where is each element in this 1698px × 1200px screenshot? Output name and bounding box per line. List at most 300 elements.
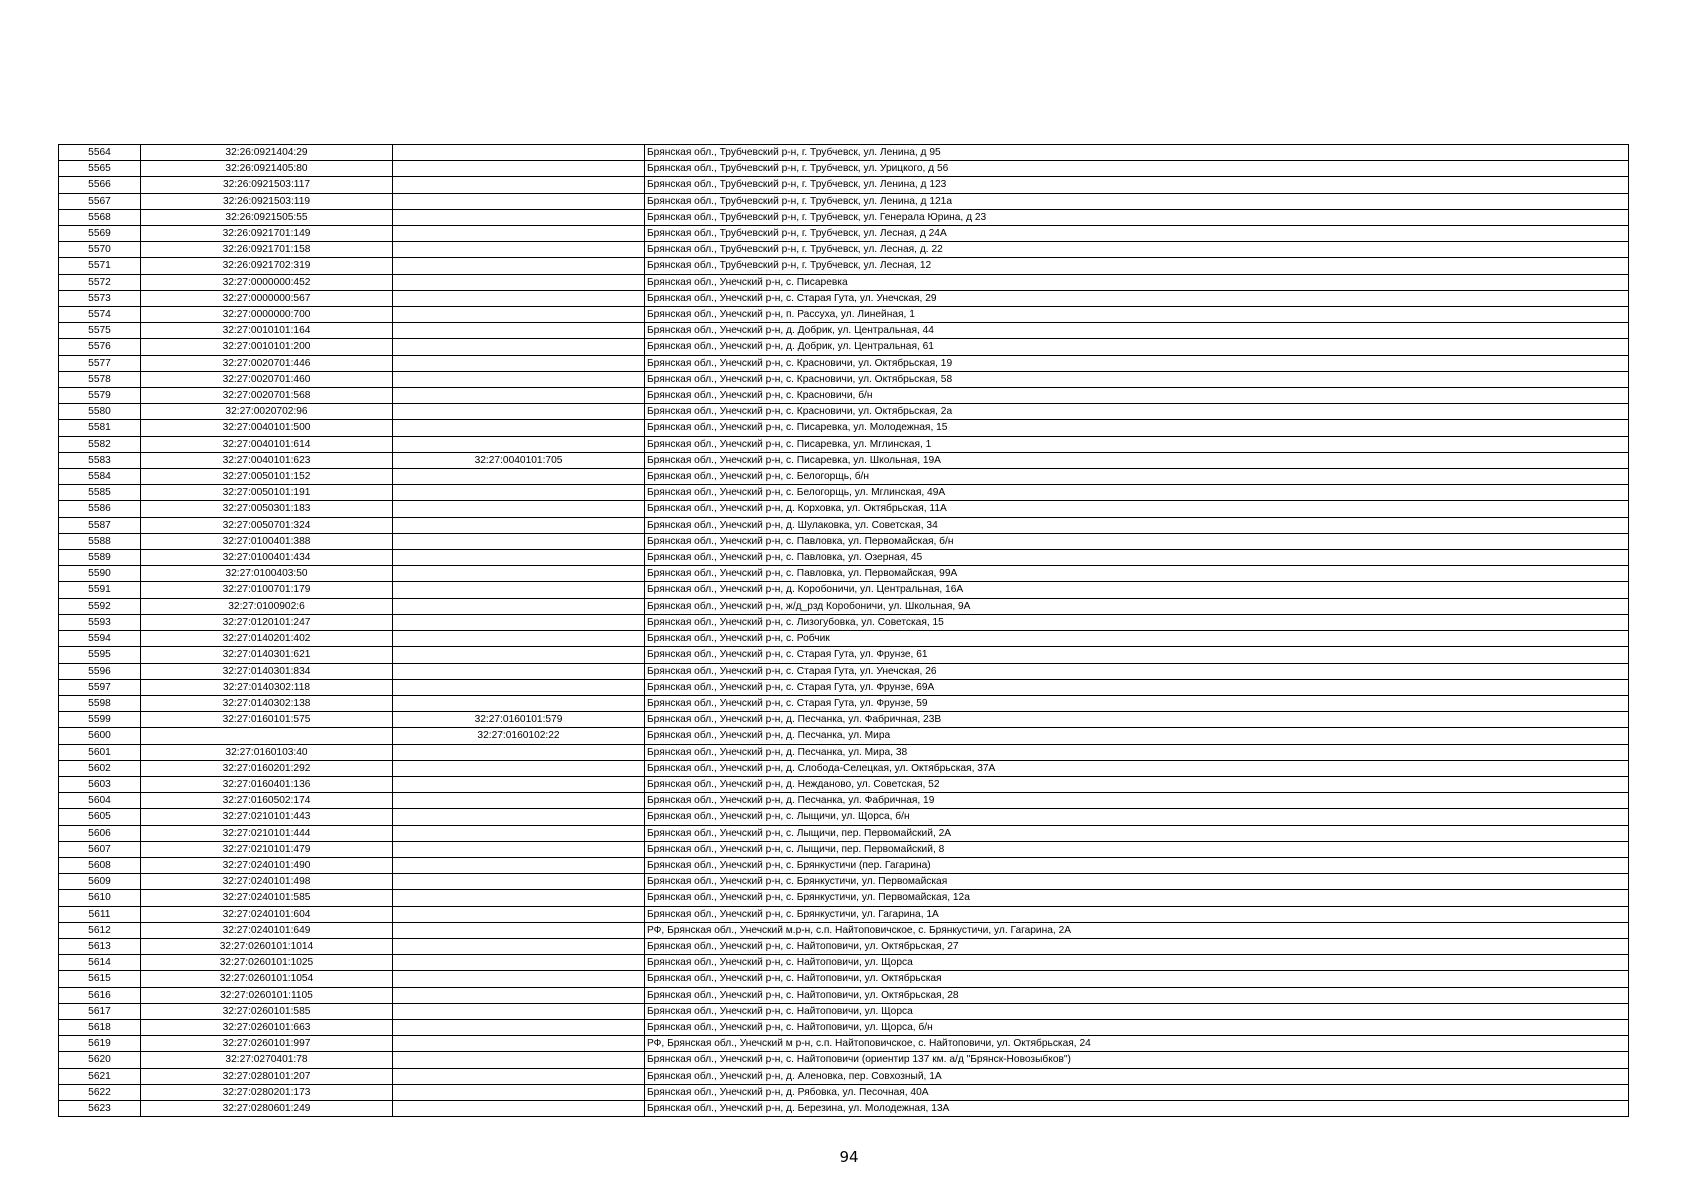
related-cadastral-number-cell [393,695,645,711]
table-row [59,631,1629,647]
address-cell: Брянская обл., Трубчевский р-н, г. Трубчевск, ул. Урицкого, д 56 [645,161,1629,177]
table-row [59,436,1629,452]
cadastral-number-cell: 32:26:0921505:55 [141,209,393,225]
table-row [59,598,1629,614]
address-cell: Брянская обл., Унечский р-н, с. Лыщичи, ул. Щорса, б/н [645,809,1629,825]
table-row [59,1003,1629,1019]
cadastral-number-cell: 32:27:0160101:575 [141,712,393,728]
related-cadastral-number-cell [393,874,645,890]
table-row [59,712,1629,728]
related-cadastral-number-cell [393,890,645,906]
table-row [59,744,1629,760]
cadastral-number-cell: 32:27:0050101:191 [141,485,393,501]
related-cadastral-number-cell [393,614,645,630]
related-cadastral-number-cell [393,533,645,549]
address-cell: Брянская обл., Унечский р-н, с. Робчик [645,631,1629,647]
table-row [59,760,1629,776]
cadastral-number-cell: 32:27:0120101:247 [141,614,393,630]
row-number-cell: 5586 [59,501,141,517]
row-number-cell: 5595 [59,647,141,663]
row-number-cell: 5615 [59,971,141,987]
address-cell: Брянская обл., Унечский р-н, с. Красновичи, ул. Октябрьская, 19 [645,355,1629,371]
table-row [59,1084,1629,1100]
related-cadastral-number-cell [393,485,645,501]
cadastral-number-cell: 32:26:0921503:119 [141,193,393,209]
cadastral-number-cell: 32:27:0020701:568 [141,388,393,404]
address-cell: Брянская обл., Унечский р-н, с. Найтоповичи, ул. Щорса [645,1003,1629,1019]
cadastral-number-cell: 32:27:0140201:402 [141,631,393,647]
row-number-cell: 5593 [59,614,141,630]
row-number-cell: 5597 [59,679,141,695]
related-cadastral-number-cell [393,809,645,825]
cadastral-number-cell: 32:27:0240101:498 [141,874,393,890]
address-cell: Брянская обл., Унечский р-н, с. Белогорщь, б/н [645,469,1629,485]
row-number-cell: 5622 [59,1084,141,1100]
table-row [59,647,1629,663]
row-number-cell: 5613 [59,938,141,954]
cadastral-number-cell: 32:27:0160502:174 [141,793,393,809]
related-cadastral-number-cell [393,679,645,695]
table-row [59,517,1629,533]
row-number-cell: 5592 [59,598,141,614]
related-cadastral-number-cell [393,501,645,517]
related-cadastral-number-cell [393,744,645,760]
row-number-cell: 5605 [59,809,141,825]
related-cadastral-number-cell [393,371,645,387]
address-cell: Брянская обл., Трубчевский р-н, г. Трубчевск, ул. Лесная, д. 22 [645,242,1629,258]
cadastral-number-cell: 32:27:0050101:152 [141,469,393,485]
related-cadastral-number-cell [393,550,645,566]
row-number-cell: 5578 [59,371,141,387]
cadastral-number-cell: 32:27:0260101:663 [141,1019,393,1035]
row-number-cell: 5571 [59,258,141,274]
row-number-cell: 5573 [59,290,141,306]
address-cell: Брянская обл., Унечский р-н, д. Песчанка, ул. Мира [645,728,1629,744]
table-row [59,566,1629,582]
address-cell: Брянская обл., Унечский р-н, с. Найтоповичи, ул. Октябрьская [645,971,1629,987]
cadastral-number-cell: 32:27:0240101:604 [141,906,393,922]
related-cadastral-number-cell [393,226,645,242]
address-cell: Брянская обл., Унечский р-н, с. Павловка, ул. Первомайская, б/н [645,533,1629,549]
table-row [59,420,1629,436]
cadastral-number-cell: 32:27:0260101:1105 [141,987,393,1003]
address-cell: Брянская обл., Унечский р-н, с. Писаревка, ул. Молодежная, 15 [645,420,1629,436]
cadastral-number-cell: 32:27:0260101:997 [141,1036,393,1052]
address-cell: Брянская обл., Унечский р-н, с. Найтоповичи, ул. Щорса [645,955,1629,971]
row-number-cell: 5577 [59,355,141,371]
table-row [59,388,1629,404]
table-row [59,307,1629,323]
row-number-cell: 5585 [59,485,141,501]
address-cell: Брянская обл., Унечский р-н, с. Брянкустичи, ул. Первомайская, 12а [645,890,1629,906]
related-cadastral-number-cell [393,209,645,225]
address-cell: Брянская обл., Унечский р-н, с. Павловка, ул. Первомайская, 99А [645,566,1629,582]
table-row [59,258,1629,274]
row-number-cell: 5584 [59,469,141,485]
cadastral-number-cell: 32:27:0010101:200 [141,339,393,355]
address-cell: Брянская обл., Унечский р-н, с. Брянкустичи, ул. Первомайская [645,874,1629,890]
cadastral-number-cell: 32:27:0260101:1014 [141,938,393,954]
cadastral-number-cell: 32:27:0040101:623 [141,452,393,468]
row-number-cell: 5618 [59,1019,141,1035]
related-cadastral-number-cell [393,161,645,177]
row-number-cell: 5574 [59,307,141,323]
related-cadastral-number-cell [393,841,645,857]
cadastral-number-cell: 32:27:0020701:446 [141,355,393,371]
related-cadastral-number-cell [393,1003,645,1019]
address-cell: Брянская обл., Унечский р-н, с. Лыщичи, пер. Первомайский, 2А [645,825,1629,841]
address-cell: Брянская обл., Унечский р-н, д. Добрик, ул. Центральная, 44 [645,323,1629,339]
row-number-cell: 5614 [59,955,141,971]
cadastral-number-cell: 32:27:0000000:700 [141,307,393,323]
address-cell: Брянская обл., Унечский р-н, д. Слобода-Селецкая, ул. Октябрьская, 37А [645,760,1629,776]
table-row [59,485,1629,501]
cadastral-number-cell: 32:26:0921701:158 [141,242,393,258]
address-cell: Брянская обл., Унечский р-н, д. Песчанка, ул. Фабричная, 23В [645,712,1629,728]
address-cell: РФ, Брянская обл., Унечский м.р-н, с.п. Найтоповичское, с. Брянкустичи, ул. Гагарина, 2А [645,922,1629,938]
address-cell: Брянская обл., Унечский р-н, с. Красновичи, б/н [645,388,1629,404]
row-number-cell: 5588 [59,533,141,549]
cadastral-number-cell: 32:27:0210101:444 [141,825,393,841]
table-row [59,582,1629,598]
table-row [59,323,1629,339]
address-cell: Брянская обл., Унечский р-н, с. Лизогубовка, ул. Советская, 15 [645,614,1629,630]
address-cell: Брянская обл., Унечский р-н, с. Старая Гута, ул. Унечская, 29 [645,290,1629,306]
row-number-cell: 5575 [59,323,141,339]
cadastral-number-cell: 32:26:0921702:319 [141,258,393,274]
row-number-cell: 5617 [59,1003,141,1019]
row-number-cell: 5612 [59,922,141,938]
cadastral-number-cell: 32:27:0280201:173 [141,1084,393,1100]
address-cell: Брянская обл., Унечский р-н, с. Брянкустичи (пер. Гагарина) [645,857,1629,873]
row-number-cell: 5582 [59,436,141,452]
table-row [59,145,1629,161]
row-number-cell: 5565 [59,161,141,177]
row-number-cell: 5616 [59,987,141,1003]
cadastral-number-cell: 32:27:0000000:452 [141,274,393,290]
cadastral-number-cell: 32:27:0040101:500 [141,420,393,436]
cadastral-number-cell: 32:27:0280601:249 [141,1100,393,1116]
cadastral-number-cell: 32:27:0010101:164 [141,323,393,339]
row-number-cell: 5611 [59,906,141,922]
address-cell: Брянская обл., Унечский р-н, с. Старая Гута, ул. Фрунзе, 61 [645,647,1629,663]
related-cadastral-number-cell [393,1019,645,1035]
address-cell: РФ, Брянская обл., Унечский м р-н, с.п. Найтоповичское, с. Найтоповичи, ул. Октябрьская, 24 [645,1036,1629,1052]
related-cadastral-number-cell [393,307,645,323]
cadastral-number-cell: 32:27:0020702:96 [141,404,393,420]
address-cell: Брянская обл., Унечский р-н, с. Писаревка [645,274,1629,290]
table-row [59,1019,1629,1035]
table-row [59,242,1629,258]
row-number-cell: 5569 [59,226,141,242]
table-row [59,874,1629,890]
related-cadastral-number-cell [393,857,645,873]
related-cadastral-number-cell: 32:27:0160102:22 [393,728,645,744]
cadastral-number-cell: 32:27:0000000:567 [141,290,393,306]
table-row [59,274,1629,290]
related-cadastral-number-cell [393,355,645,371]
row-number-cell: 5609 [59,874,141,890]
cadastral-number-cell: 32:26:0921404:29 [141,145,393,161]
address-cell: Брянская обл., Унечский р-н, с. Брянкустичи, ул. Гагарина, 1А [645,906,1629,922]
cadastral-number-cell: 32:27:0210101:443 [141,809,393,825]
table-row [59,452,1629,468]
cadastral-number-cell: 32:27:0140301:834 [141,663,393,679]
related-cadastral-number-cell [393,566,645,582]
related-cadastral-number-cell [393,582,645,598]
related-cadastral-number-cell [393,906,645,922]
cadastral-number-cell: 32:26:0921701:149 [141,226,393,242]
table-row [59,193,1629,209]
table-row [59,1068,1629,1084]
row-number-cell: 5604 [59,793,141,809]
related-cadastral-number-cell [393,404,645,420]
table-row [59,825,1629,841]
table-row [59,728,1629,744]
address-cell: Брянская обл., Унечский р-н, д. Добрик, ул. Центральная, 61 [645,339,1629,355]
address-cell: Брянская обл., Унечский р-н, с. Лыщичи, пер. Первомайский, 8 [645,841,1629,857]
address-cell: Брянская обл., Унечский р-н, д. Аленовка, пер. Совхозный, 1А [645,1068,1629,1084]
address-cell: Брянская обл., Унечский р-н, с. Писаревка, ул. Школьная, 19А [645,452,1629,468]
related-cadastral-number-cell [393,274,645,290]
cadastral-number-cell: 32:27:0260101:1054 [141,971,393,987]
cadastral-number-cell: 32:27:0100401:434 [141,550,393,566]
address-cell: Брянская обл., Трубчевский р-н, г. Трубчевск, ул. Ленина, д 95 [645,145,1629,161]
row-number-cell: 5599 [59,712,141,728]
related-cadastral-number-cell [393,517,645,533]
table-row [59,1036,1629,1052]
address-cell: Брянская обл., Унечский р-н, д. Шулаковка, ул. Советская, 34 [645,517,1629,533]
table-row [59,955,1629,971]
table-row [59,1100,1629,1116]
row-number-cell: 5610 [59,890,141,906]
address-cell: Брянская обл., Унечский р-н, с. Красновичи, ул. Октябрьская, 58 [645,371,1629,387]
address-cell: Брянская обл., Унечский р-н, с. Старая Гута, ул. Унечская, 26 [645,663,1629,679]
address-cell: Брянская обл., Унечский р-н, с. Красновичи, ул. Октябрьская, 2а [645,404,1629,420]
address-cell: Брянская обл., Унечский р-н, с. Павловка, ул. Озерная, 45 [645,550,1629,566]
cadastral-number-cell [141,728,393,744]
row-number-cell: 5590 [59,566,141,582]
table-row [59,226,1629,242]
table-row [59,290,1629,306]
related-cadastral-number-cell [393,663,645,679]
table-row [59,971,1629,987]
row-number-cell: 5607 [59,841,141,857]
related-cadastral-number-cell [393,938,645,954]
address-cell: Брянская обл., Унечский р-н, с. Найтоповичи, ул. Щорса, б/н [645,1019,1629,1035]
related-cadastral-number-cell [393,1084,645,1100]
related-cadastral-number-cell [393,987,645,1003]
cadastral-number-cell: 32:27:0240101:490 [141,857,393,873]
table-row [59,371,1629,387]
table-row [59,906,1629,922]
address-cell: Брянская обл., Унечский р-н, д. Рябовка, ул. Песочная, 40А [645,1084,1629,1100]
table-row [59,533,1629,549]
row-number-cell: 5579 [59,388,141,404]
address-cell: Брянская обл., Трубчевский р-н, г. Трубчевск, ул. Ленина, д 123 [645,177,1629,193]
table-row [59,355,1629,371]
cadastral-number-cell: 32:27:0100401:388 [141,533,393,549]
table-row [59,550,1629,566]
table-row [59,857,1629,873]
address-cell: Брянская обл., Унечский р-н, с. Найтоповичи, ул. Октябрьская, 27 [645,938,1629,954]
cadastral-number-cell: 32:27:0040101:614 [141,436,393,452]
row-number-cell: 5606 [59,825,141,841]
row-number-cell: 5619 [59,1036,141,1052]
address-cell: Брянская обл., Унечский р-н, с. Старая Гута, ул. Фрунзе, 69А [645,679,1629,695]
related-cadastral-number-cell [393,193,645,209]
row-number-cell: 5576 [59,339,141,355]
address-cell: Брянская обл., Унечский р-н, д. Песчанка, ул. Мира, 38 [645,744,1629,760]
table-row [59,161,1629,177]
address-cell: Брянская обл., Унечский р-н, с. Писаревка, ул. Мглинская, 1 [645,436,1629,452]
cadastral-number-cell: 32:27:0160103:40 [141,744,393,760]
address-cell: Брянская обл., Унечский р-н, с. Белогорщь, ул. Мглинская, 49А [645,485,1629,501]
row-number-cell: 5600 [59,728,141,744]
related-cadastral-number-cell [393,955,645,971]
row-number-cell: 5572 [59,274,141,290]
cadastral-number-cell: 32:27:0100701:179 [141,582,393,598]
cadastral-number-cell: 32:26:0921503:117 [141,177,393,193]
address-cell: Брянская обл., Унечский р-н, п. Рассуха, ул. Линейная, 1 [645,307,1629,323]
cadastral-number-cell: 32:27:0240101:649 [141,922,393,938]
related-cadastral-number-cell [393,436,645,452]
cadastral-number-cell: 32:27:0100902:6 [141,598,393,614]
row-number-cell: 5601 [59,744,141,760]
cadastral-number-cell: 32:27:0050701:324 [141,517,393,533]
related-cadastral-number-cell [393,971,645,987]
address-cell: Брянская обл., Унечский р-н, д. Березина, ул. Молодежная, 13А [645,1100,1629,1116]
page-number: 94 [839,1148,859,1166]
table-row [59,987,1629,1003]
row-number-cell: 5602 [59,760,141,776]
cadastral-number-cell: 32:27:0270401:78 [141,1052,393,1068]
related-cadastral-number-cell [393,242,645,258]
row-number-cell: 5594 [59,631,141,647]
row-number-cell: 5581 [59,420,141,436]
row-number-cell: 5603 [59,776,141,792]
table-row [59,938,1629,954]
register-table-body [59,145,1629,1117]
cadastral-number-cell: 32:27:0260101:1025 [141,955,393,971]
register-table [58,144,1629,1117]
table-row [59,177,1629,193]
cadastral-number-cell: 32:27:0140302:118 [141,679,393,695]
row-number-cell: 5589 [59,550,141,566]
related-cadastral-number-cell [393,1068,645,1084]
table-row [59,793,1629,809]
related-cadastral-number-cell [393,1036,645,1052]
row-number-cell: 5566 [59,177,141,193]
row-number-cell: 5567 [59,193,141,209]
related-cadastral-number-cell [393,388,645,404]
table-row [59,695,1629,711]
address-cell: Брянская обл., Трубчевский р-н, г. Трубчевск, ул. Ленина, д 121а [645,193,1629,209]
related-cadastral-number-cell [393,469,645,485]
cadastral-number-cell: 32:27:0140301:621 [141,647,393,663]
related-cadastral-number-cell [393,177,645,193]
row-number-cell: 5570 [59,242,141,258]
cadastral-number-cell: 32:26:0921405:80 [141,161,393,177]
table-row [59,679,1629,695]
cadastral-number-cell: 32:27:0240101:585 [141,890,393,906]
related-cadastral-number-cell [393,339,645,355]
cadastral-number-cell: 32:27:0100403:50 [141,566,393,582]
row-number-cell: 5608 [59,857,141,873]
table-row [59,469,1629,485]
row-number-cell: 5620 [59,1052,141,1068]
cadastral-number-cell: 32:27:0280101:207 [141,1068,393,1084]
related-cadastral-number-cell [393,760,645,776]
related-cadastral-number-cell [393,598,645,614]
address-cell: Брянская обл., Унечский р-н, с. Найтоповичи, ул. Октябрьская, 28 [645,987,1629,1003]
address-cell: Брянская обл., Унечский р-н, д. Коробоничи, ул. Центральная, 16А [645,582,1629,598]
row-number-cell: 5564 [59,145,141,161]
cadastral-number-cell: 32:27:0050301:183 [141,501,393,517]
address-cell: Брянская обл., Трубчевский р-н, г. Трубчевск, ул. Лесная, д 24А [645,226,1629,242]
address-cell: Брянская обл., Трубчевский р-н, г. Трубчевск, ул. Генерала Юрина, д 23 [645,209,1629,225]
address-cell: Брянская обл., Унечский р-н, д. Корховка, ул. Октябрьская, 11А [645,501,1629,517]
address-cell: Брянская обл., Унечский р-н, с. Найтоповичи (ориентир 137 км. а/д "Брянск-Новозыбков") [645,1052,1629,1068]
row-number-cell: 5568 [59,209,141,225]
row-number-cell: 5583 [59,452,141,468]
related-cadastral-number-cell: 32:27:0040101:705 [393,452,645,468]
related-cadastral-number-cell [393,290,645,306]
row-number-cell: 5596 [59,663,141,679]
address-cell: Брянская обл., Трубчевский р-н, г. Трубчевск, ул. Лесная, 12 [645,258,1629,274]
related-cadastral-number-cell [393,420,645,436]
table-row [59,809,1629,825]
related-cadastral-number-cell [393,922,645,938]
cadastral-number-cell: 32:27:0160401:136 [141,776,393,792]
row-number-cell: 5598 [59,695,141,711]
row-number-cell: 5580 [59,404,141,420]
table-row [59,890,1629,906]
row-number-cell: 5587 [59,517,141,533]
address-cell: Брянская обл., Унечский р-н, с. Старая Гута, ул. Фрунзе, 59 [645,695,1629,711]
cadastral-number-cell: 32:27:0140302:138 [141,695,393,711]
table-row [59,841,1629,857]
related-cadastral-number-cell [393,647,645,663]
related-cadastral-number-cell [393,1100,645,1116]
table-row [59,614,1629,630]
table-row [59,339,1629,355]
cadastral-number-cell: 32:27:0210101:479 [141,841,393,857]
cadastral-number-cell: 32:27:0020701:460 [141,371,393,387]
table-row [59,1052,1629,1068]
table-row [59,663,1629,679]
related-cadastral-number-cell [393,258,645,274]
table-row [59,922,1629,938]
related-cadastral-number-cell [393,631,645,647]
address-cell: Брянская обл., Унечский р-н, д. Песчанка, ул. Фабричная, 19 [645,793,1629,809]
related-cadastral-number-cell [393,793,645,809]
table-row [59,501,1629,517]
cadastral-number-cell: 32:27:0160201:292 [141,760,393,776]
cadastral-number-cell: 32:27:0260101:585 [141,1003,393,1019]
table-row [59,776,1629,792]
address-cell: Брянская обл., Унечский р-н, ж/д_рзд Коробоничи, ул. Школьная, 9А [645,598,1629,614]
related-cadastral-number-cell [393,323,645,339]
related-cadastral-number-cell [393,776,645,792]
address-cell: Брянская обл., Унечский р-н, д. Нежданово, ул. Советская, 52 [645,776,1629,792]
related-cadastral-number-cell: 32:27:0160101:579 [393,712,645,728]
related-cadastral-number-cell [393,825,645,841]
related-cadastral-number-cell [393,1052,645,1068]
related-cadastral-number-cell [393,145,645,161]
row-number-cell: 5623 [59,1100,141,1116]
table-row [59,209,1629,225]
